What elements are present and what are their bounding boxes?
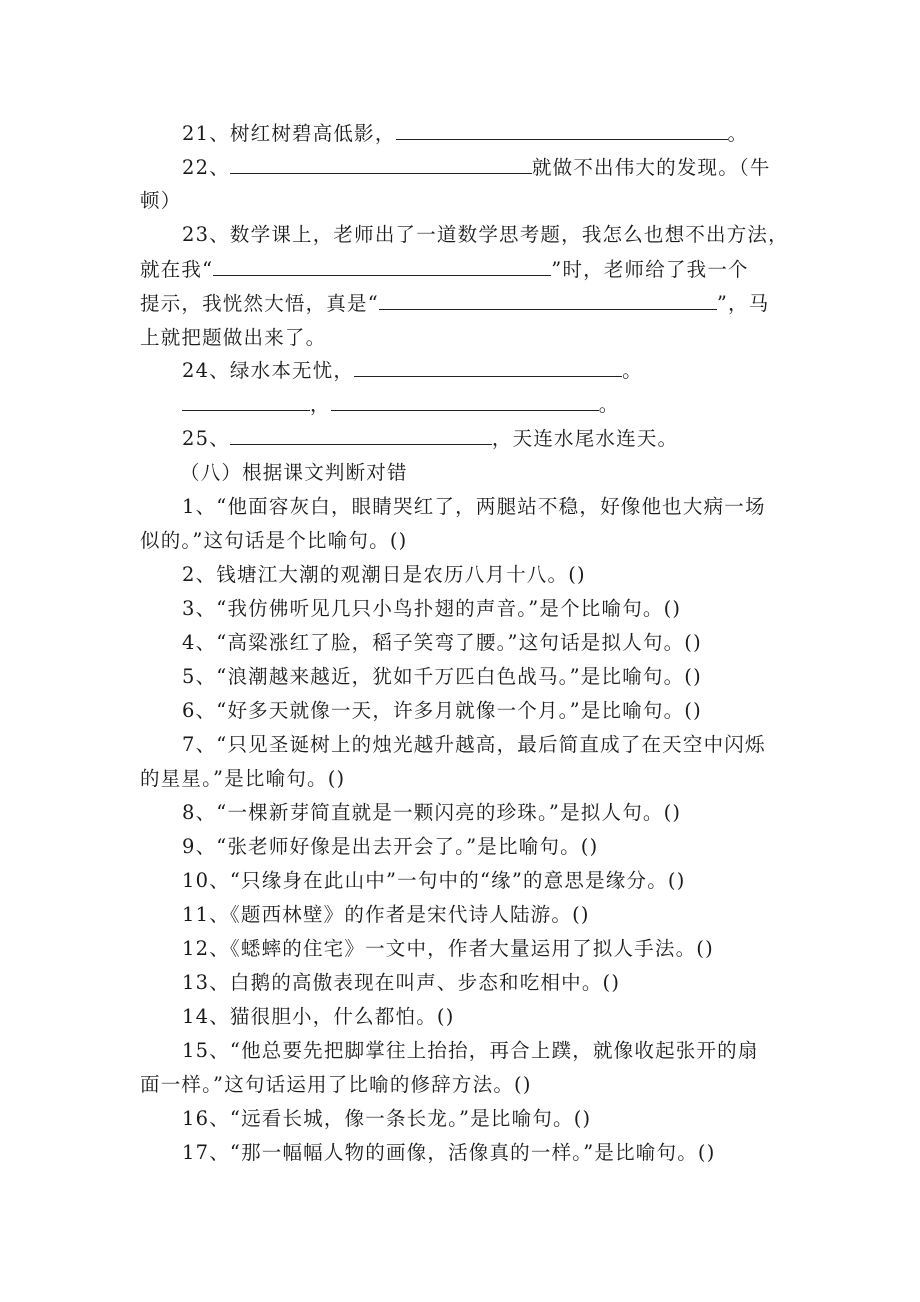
question-21 <box>182 121 748 147</box>
judge-item-1-cont: 似的。”这句话是个比喻句。() <box>140 529 408 552</box>
judge-item-7-cont: 的星星。”是比喻句。() <box>140 767 346 790</box>
question-24-comma: ， <box>310 393 331 416</box>
judge-item-15-cont: 面一样。”这句话运用了比喻的修辞方法。() <box>140 1073 532 1096</box>
answer-blank <box>354 358 622 377</box>
question-22-text: 22、 <box>182 156 230 179</box>
question-23-line4: 上就把题做出来了。 <box>140 326 327 349</box>
answer-blank <box>379 291 717 310</box>
question-21-tail: 。 <box>727 122 749 145</box>
judge-item-9: 9、“张老师好像是出去开会了。”是比喻句。() <box>182 835 599 858</box>
question-25-tail: ，天连水尾水连天。 <box>491 427 679 450</box>
section-heading: （八）根据课文判断对错 <box>180 461 408 484</box>
question-23-tail: ”，马 <box>716 292 770 315</box>
question-23-tail: ”时，老师给了我一个 <box>551 258 749 281</box>
question-23-line2 <box>140 257 749 283</box>
question-25-text: 25、 <box>182 427 230 450</box>
answer-blank <box>396 121 728 140</box>
question-22-cont: 顿） <box>140 189 182 212</box>
judge-item-8: 8、“一棵新芽简直就是一颗闪亮的珍珠。”是拟人句。() <box>182 801 682 824</box>
judge-item-13: 13、白鹅的高傲表现在叫声、步态和吃相中。() <box>182 971 621 994</box>
judge-item-5: 5、“浪潮越来越近，犹如千万匹白色战马。”是比喻句。() <box>182 665 702 688</box>
judge-item-6: 6、“好多天就像一天，许多月就像一个月。”是比喻句。() <box>182 699 702 722</box>
question-25 <box>182 426 678 452</box>
judge-item-17: 17、“那一幅幅人物的画像，活像真的一样。”是比喻句。() <box>182 1141 716 1164</box>
question-24-text: 24、绿水本无忧， <box>182 359 355 382</box>
question-22-tail: 就做不出伟大的发现。（牛 <box>531 156 771 179</box>
judge-item-10: 10、“只缘身在此山中”一句中的“缘”的意思是缘分。() <box>182 869 686 892</box>
question-23: 23、数学课上，老师出了一道数学思考题，我怎么也想不出方法， <box>182 223 789 246</box>
judge-item-11: 11、《题西林壁》的作者是宋代诗人陆游。() <box>182 903 590 926</box>
question-24-line2 <box>182 392 619 418</box>
judge-item-7: 7、“只见圣诞树上的烛光越升越高，最后简直成了在天空中闪烁 <box>182 733 766 756</box>
judge-item-15: 15、“他总要先把脚掌往上抬抬，再合上蹼，就像收起张开的扇 <box>182 1039 759 1062</box>
judge-item-2: 2、钱塘江大潮的观潮日是农历八月十八。() <box>182 563 586 586</box>
question-24-tail: 。 <box>598 393 620 416</box>
answer-blank <box>331 392 599 411</box>
question-23-line3 <box>140 291 769 317</box>
judge-item-16: 16、“远看长城，像一条长龙。”是比喻句。() <box>182 1107 592 1130</box>
judge-item-14: 14、猫很胆小，什么都怕。() <box>182 1005 455 1028</box>
question-24-tail: 。 <box>622 359 643 382</box>
answer-blank <box>230 426 492 445</box>
judge-item-12: 12、《蟋蟀的住宅》一文中，作者大量运用了拟人手法。() <box>182 937 714 960</box>
answer-blank <box>182 392 310 411</box>
answer-blank <box>213 257 551 276</box>
question-22 <box>182 155 771 181</box>
judge-item-3: 3、“我仿佛听见几只小鸟扑翅的声音。”是个比喻句。() <box>182 597 682 620</box>
question-23-text: 就在我“ <box>140 258 214 281</box>
judge-item-4: 4、“高粱涨红了脸，稻子笑弯了腰。”这句话是拟人句。() <box>182 631 702 654</box>
judge-item-1: 1、“他面容灰白，眼睛哭红了，两腿站不稳，好像他也大病一场 <box>182 495 766 518</box>
answer-blank <box>230 155 532 174</box>
question-24 <box>182 358 643 384</box>
question-21-text: 21、树红树碧高低影， <box>182 122 396 145</box>
question-23-text: 提示，我恍然大悟，真是“ <box>140 292 379 315</box>
